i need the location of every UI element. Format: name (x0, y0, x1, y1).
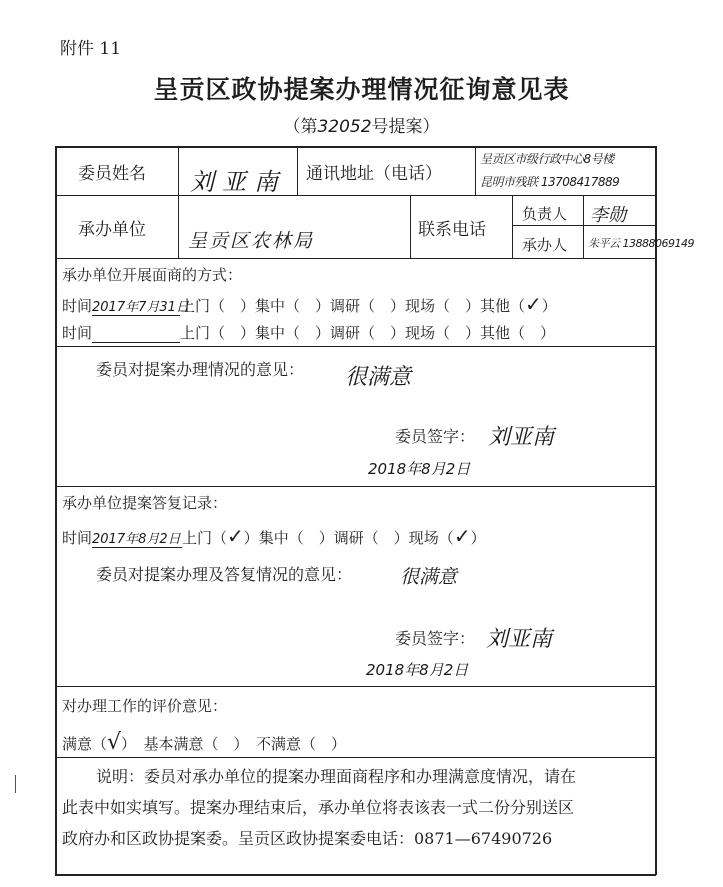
row-divider-6 (55, 757, 656, 758)
consult-time-label: 时间 (62, 297, 93, 315)
attachment-number: 附件 11 (60, 39, 122, 59)
opinion1-signature: 刘亚南 (488, 425, 555, 450)
margin-mark (15, 775, 16, 793)
member-name-value: 刘亚南 (190, 168, 286, 196)
col-divider-5 (512, 195, 513, 258)
evaluation-heading: 对办理工作的评价意见： (62, 697, 228, 715)
check-mark-satisfied: √ (107, 730, 122, 755)
evaluation-rest: ） 基本满意（ ） 不满意（ ） (121, 735, 347, 753)
handler-label: 承办人 (522, 236, 568, 254)
proposal-number-line (0, 112, 723, 137)
unit-label: 承办单位 (78, 220, 146, 240)
responsible-label: 负责人 (522, 205, 568, 223)
reply-opt1: 上门（ (182, 529, 228, 547)
address-value-line1: 呈贡区市级行政中心8号楼 (480, 152, 614, 166)
col-divider-4 (410, 195, 411, 258)
col-divider-2 (297, 146, 298, 196)
reply-opt2: ）集中（ ）调研（ ）现场（ (243, 529, 454, 547)
check-mark-other: ✓ (525, 292, 542, 316)
opinion2-value: 很满意 (400, 566, 458, 588)
opinion1-date: 2018年8月2日 (368, 460, 471, 478)
proposal-number: 32052 (317, 117, 372, 137)
reply-row (62, 524, 486, 548)
opinion2-date: 2018年8月2日 (366, 661, 469, 679)
note-line-3: 政府办和区政协提案委。呈贡区政协提案委电话：0871—67490726 (62, 829, 553, 848)
reply-time-label: 时间 (62, 529, 93, 547)
col-divider-6 (583, 195, 584, 258)
reply-opt3: ） (470, 529, 486, 547)
opinion1-value: 很满意 (345, 365, 412, 390)
row-divider-2 (55, 258, 656, 259)
unit-value: 呈贡区农林局 (188, 230, 315, 252)
reply-date: 2017年8月2日 (92, 528, 182, 548)
row-divider-5 (55, 686, 656, 687)
opinion2-label: 委员对提案办理及答复情况的意见： (96, 565, 353, 584)
check-mark-site: ✓ (453, 524, 471, 548)
col-divider-3 (475, 146, 476, 196)
row-divider-3 (55, 346, 656, 347)
responsible-value: 李勋 (590, 205, 626, 226)
proposal-suffix: 号提案） (371, 117, 440, 137)
check-mark-visit: ✓ (227, 524, 244, 548)
consult-row-1 (62, 292, 557, 316)
address-label: 通讯地址（电话） (306, 164, 442, 184)
table-right-border (655, 146, 657, 875)
consult-time-label-2: 时间 (62, 324, 93, 342)
note-line-2: 此表中如实填写。提案办理结束后，承办单位将表该表一式二份分别送区 (62, 798, 575, 817)
consult-date-blank (92, 324, 180, 343)
consult-options-2: 上门（ ）集中（ ）调研（ ）现场（ ）其他（ ） (180, 324, 556, 342)
row-divider-4 (55, 486, 656, 487)
table-bottom-border (55, 874, 656, 876)
consult-row-2 (62, 322, 555, 343)
table-top-border (55, 146, 656, 148)
handler-value: 朱平云 13888069149 (588, 237, 694, 250)
evaluation-row (62, 730, 346, 755)
consult-date-1: 2017年7月31日 (92, 296, 180, 316)
opinion2-signature: 刘亚南 (486, 627, 553, 652)
consult-heading: 承办单位开展面商的方式： (62, 266, 243, 284)
row-divider-phone (512, 225, 656, 226)
proposal-prefix: （第 (283, 117, 318, 137)
opinion1-label: 委员对提案办理情况的意见： (96, 360, 305, 379)
evaluation-satisfied: 满意（ (62, 735, 108, 753)
reply-heading: 承办单位提案答复记录： (62, 494, 228, 512)
table-left-border (55, 146, 57, 875)
consult-options-1: 上门（ ）集中（ ）调研（ ）现场（ ）其他（ (180, 297, 526, 315)
row-divider-1 (55, 195, 656, 196)
phone-label: 联系电话 (418, 220, 486, 240)
form-title: 呈贡区政协提案办理情况征询意见表 (153, 75, 570, 104)
consult-close-1: ） (541, 297, 557, 315)
member-name-label: 委员姓名 (78, 164, 146, 184)
opinion2-sign-label: 委员签字： (395, 629, 476, 648)
note-line-1: 说明：委员对承办单位的提案办理面商程序和办理满意度情况，请在 (96, 767, 577, 786)
opinion1-sign-label: 委员签字： (395, 427, 476, 446)
address-value-line2: 昆明市残联 13708417889 (480, 175, 620, 189)
col-divider-1 (178, 146, 179, 258)
